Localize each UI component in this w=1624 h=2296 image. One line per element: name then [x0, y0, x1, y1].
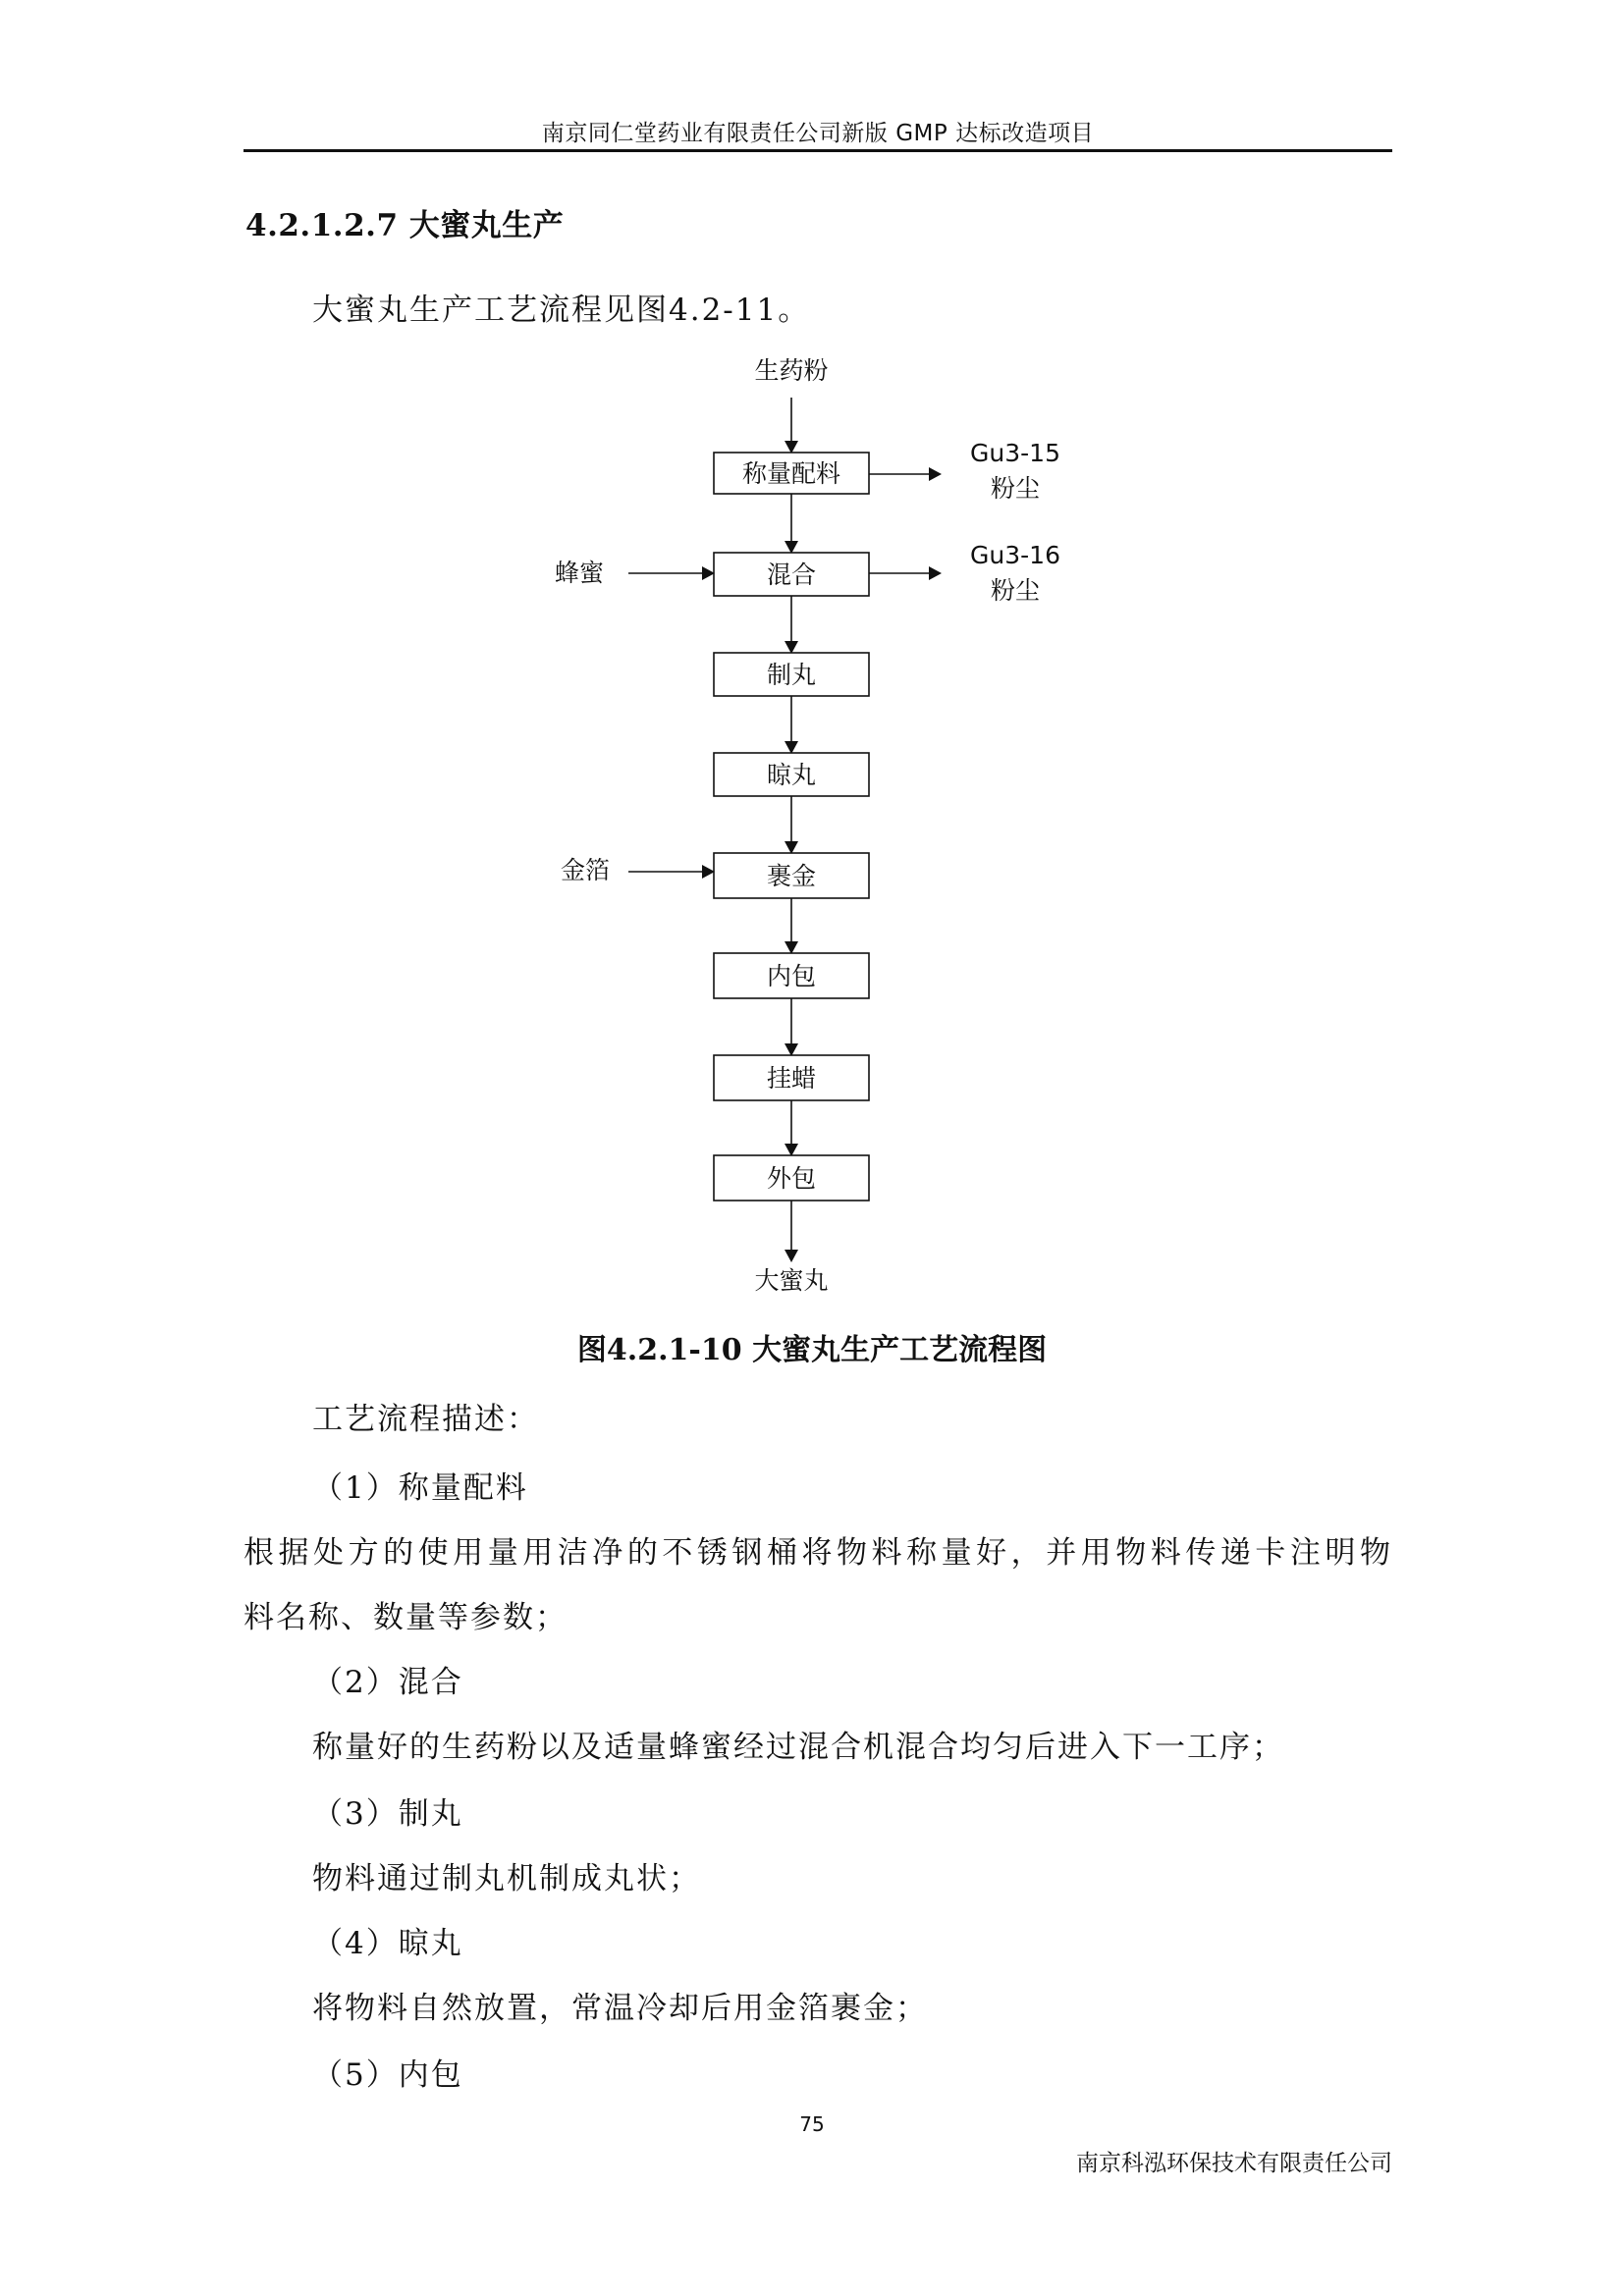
- flow-emission-label-1: 粉尘: [990, 474, 1041, 503]
- step-text-4: 将物料自然放置，常温冷却后用金箔裹金；: [312, 1991, 928, 2026]
- flow-arrowhead-3: [785, 741, 798, 754]
- page-number: 75: [799, 2112, 825, 2136]
- flow-arrowhead-2: [785, 641, 798, 654]
- page-header-title: 南京同仁堂药业有限责任公司新版 GMP 达标改造项目: [541, 121, 1095, 146]
- flow-arrowhead-6: [785, 1043, 798, 1056]
- flow-emission-code-1: Gu3-15: [970, 439, 1060, 467]
- step-text-1-line-2: 料名称、数量等参数；: [244, 1600, 568, 1635]
- flow-emission-code-2: Gu3-16: [970, 541, 1060, 569]
- step-heading-3: （3）制丸: [312, 1796, 463, 1832]
- footer-company: 南京科泓环保技术有限责任公司: [1076, 2151, 1392, 2176]
- step-text-3: 物料通过制丸机制成丸状；: [312, 1861, 701, 1896]
- step-heading-2: （2）混合: [312, 1665, 463, 1700]
- figure-caption: 图4.2.1-10 大蜜丸生产工艺流程图: [576, 1333, 1048, 1367]
- flow-step-waxing: 挂蜡: [766, 1064, 817, 1093]
- flow-step-mixing: 混合: [766, 561, 817, 589]
- flow-step-gilding: 裹金: [766, 862, 817, 890]
- description-title: 工艺流程描述：: [312, 1402, 539, 1437]
- flow-arrowhead-emission-1: [929, 467, 942, 481]
- flow-emission-label-2: 粉尘: [990, 576, 1041, 605]
- flow-arrowhead-4: [785, 841, 798, 854]
- step-heading-1: （1）称量配料: [312, 1470, 528, 1506]
- step-text-1-line-1: 根据处方的使用量用洁净的不锈钢桶将物料称量好，并用物料传递卡注明物: [244, 1535, 1392, 1571]
- flow-arrowhead-8: [785, 1250, 798, 1262]
- flow-arrowhead-input: [785, 441, 798, 454]
- flow-arrowhead-1: [785, 541, 798, 554]
- flow-arrowhead-5: [785, 941, 798, 954]
- flow-side-input-honey: 蜂蜜: [554, 559, 605, 587]
- flow-step-pilling: 制丸: [766, 661, 817, 689]
- flow-input-label: 生药粉: [754, 356, 829, 385]
- flow-step-inner-pack: 内包: [766, 962, 817, 990]
- section-heading: 4.2.1.2.7 大蜜丸生产: [245, 208, 565, 243]
- flow-side-input-gold-foil: 金箔: [560, 856, 611, 884]
- flow-step-weighing: 称量配料: [741, 459, 841, 488]
- step-heading-4: （4）晾丸: [312, 1926, 463, 1961]
- step-text-2: 称量好的生药粉以及适量蜂蜜经过混合机混合均匀后进入下一工序；: [312, 1730, 1284, 1765]
- intro-paragraph: 大蜜丸生产工艺流程见图4.2-11。: [312, 293, 811, 328]
- flow-arrowhead-emission-2: [929, 566, 942, 580]
- flow-output-label: 大蜜丸: [754, 1266, 829, 1295]
- flow-arrowhead-gold-foil: [702, 865, 715, 879]
- flow-arrowhead-7: [785, 1144, 798, 1156]
- step-heading-5: （5）内包: [312, 2057, 463, 2093]
- flow-step-outer-pack: 外包: [766, 1164, 817, 1193]
- flow-step-drying: 晾丸: [766, 761, 817, 789]
- flow-arrowhead-honey: [702, 566, 715, 580]
